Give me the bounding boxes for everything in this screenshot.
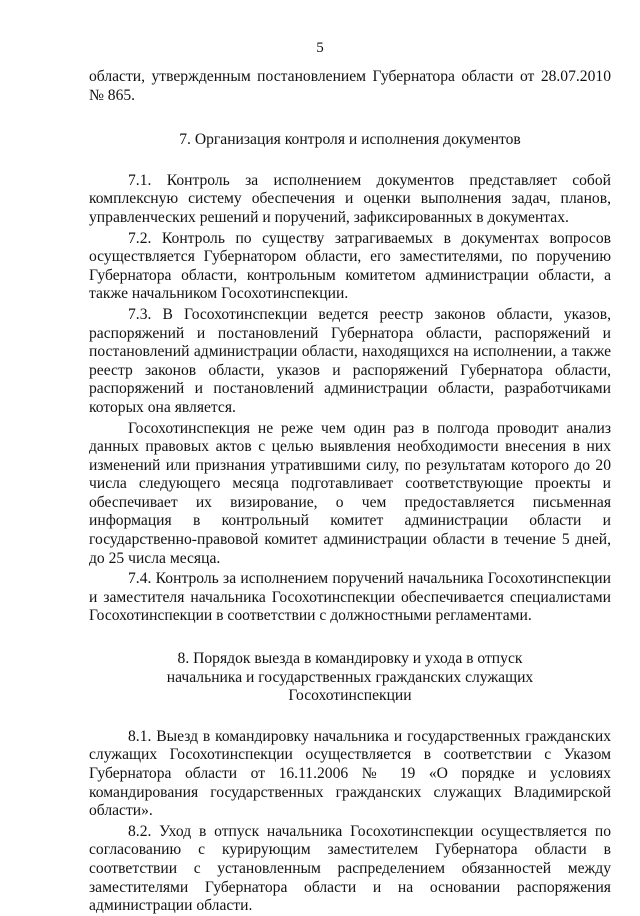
- paragraph-8-2: 8.2. Уход в отпуск начальника Госохотинспекции осуществляется по согласованию с курирующим заместителем Губернатора области в соответствии с установленным распределением обязанностей между заместителями Губернатора области и на основании распоряжения администрации области.: [89, 822, 611, 915]
- paragraph-7-4: 7.4. Контроль за исполнением поручений начальника Госохотинспекции и заместителя начальника Госохотинспекции обеспечивается специалистами Госохотинспекции в соответствии с должностными регламентами.: [89, 570, 611, 625]
- document-body: [89, 68, 611, 916]
- paragraph-7-3: 7.3. В Госохотинспекции ведется реестр законов области, указов, распоряжений и постановлений Губернатора области, распоряжений и постановлений администрации области, находящихся на исполнении, а также реестр законов области, указов и распоряжений Губернатора области, распоряжений и постановлений администрации области, разработчиками которых она является.: [89, 305, 611, 416]
- paragraph-7-1: 7.1. Контроль за исполнением документов представляет собой комплексную систему обеспечения и оценки выполнения задач, планов, управленческих решений и поручений, зафиксированных в документах.: [89, 171, 611, 226]
- section-8-heading-line-2: начальника и государственных гражданских служащих: [166, 668, 534, 686]
- section-8-heading: [89, 650, 611, 706]
- paragraph-8-1: 8.1. Выезд в командировку начальника и государственных гражданских служащих Госохотинспекции осуществляется в соответствии с Указом Губернатора области от 16.11.2006 № 19 «О порядке и условиях командирования государственных гражданских служащих Владимирской области».: [89, 727, 611, 820]
- section-7-heading: 7. Организация контроля и исполнения документов: [179, 131, 521, 149]
- paragraph-7-3-analysis: Госохотинспекция не реже чем один раз в полгода проводит анализ данных правовых актов с целью выявления необходимости внесения в них изменений или признания утратившими силу, по результатам которого до 20 числа следующего месяца подготавливает соответствующие проекты и обеспечивает их визирование, о чем предоставляется письменная информация в контрольный комитет администрации области и государственно-правовой комитет администрации области в течение 5 дней, до 25 числа месяца.: [89, 419, 611, 567]
- page-number: 5: [316, 40, 324, 56]
- section-8-heading-line-1: 8. Порядок выезда в командировку и ухода в отпуск: [177, 650, 523, 668]
- paragraph-continuation: области, утвержденным постановлением Губернатора области от 28.07.2010 № 865.: [89, 68, 611, 104]
- paragraph-7-2: 7.2. Контроль по существу затрагиваемых в документах вопросов осуществляется Губернатором области, его заместителями, по поручению Губернатора области, контрольным комитетом администрации области, а также начальником Госохотинспекции.: [89, 229, 611, 303]
- section-8-heading-line-3: Госохотинспекции: [288, 687, 412, 705]
